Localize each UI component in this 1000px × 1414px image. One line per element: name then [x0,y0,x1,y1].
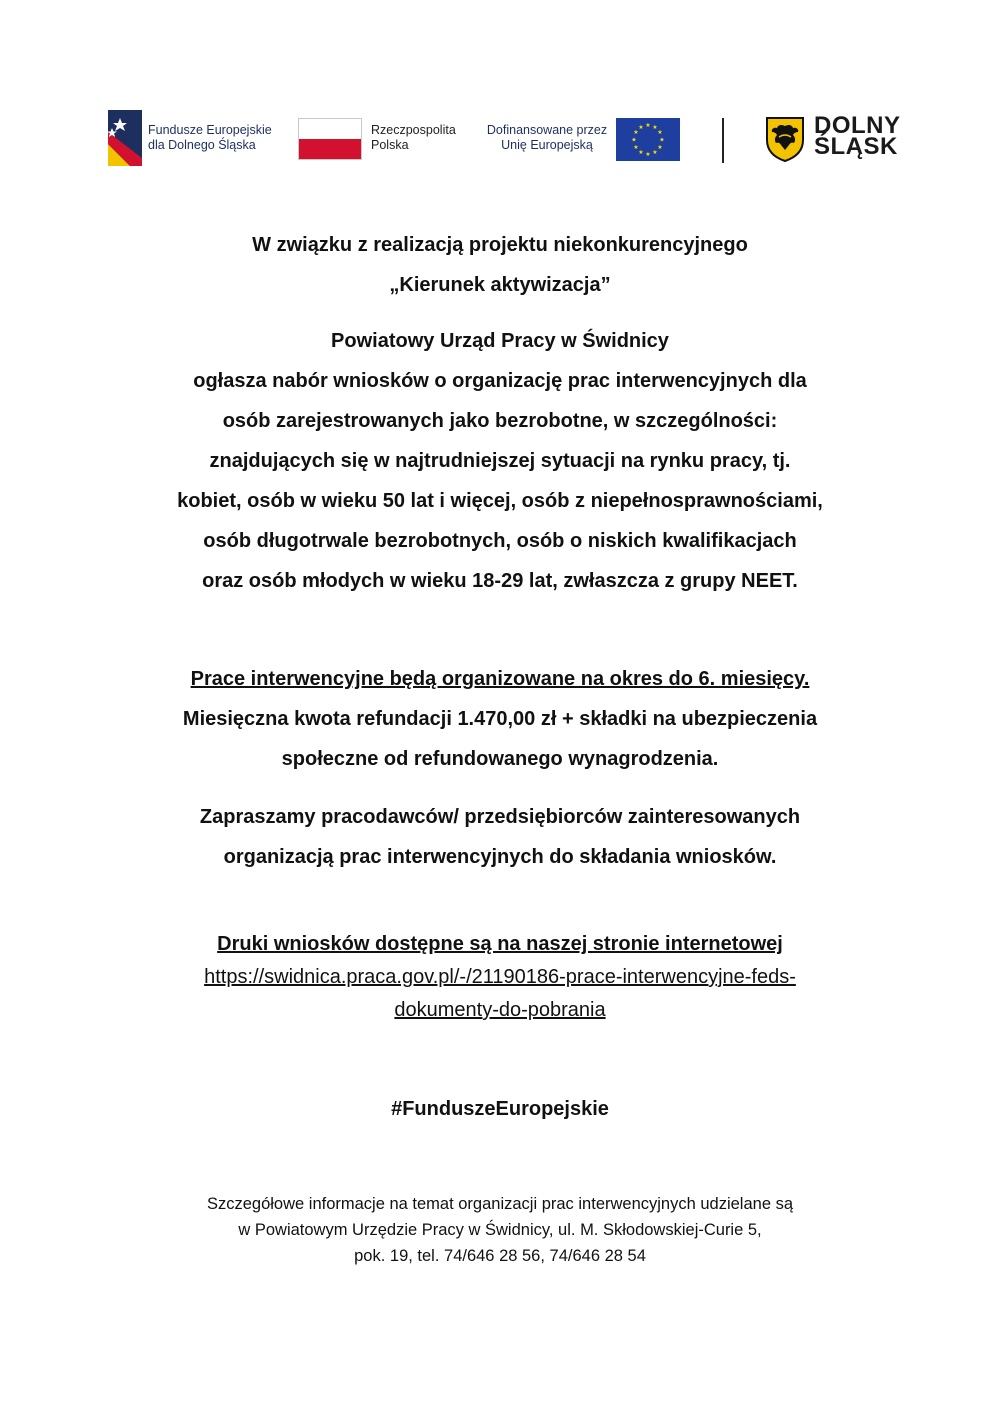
announcement-line2: ogłasza nabór wniosków o organizację prac interwencyjnych dla [193,370,807,392]
project-intro [100,225,900,305]
svg-text:★: ★ [638,124,644,131]
invite-block [100,797,900,877]
invite-line1: Zapraszamy pracodawców/ przedsiębiorców zainteresowanych [199,806,801,828]
svg-text:★: ★ [633,129,639,136]
announcement-line3: osób zarejestrowanych jako bezrobotne, w szczególności: [222,410,778,432]
hashtag: #FunduszeEuropejskie [391,1098,609,1120]
footer-line2: w Powiatowym Urzędzie Pracy w Świdnicy, ul. M. Skłodowskiej-Curie 5, [238,1221,762,1239]
project-name: „Kierunek aktywizacja” [389,274,611,296]
footer-line3: pok. 19, tel. 74/646 28 56, 74/646 28 54 [354,1247,646,1265]
logo-divider [722,118,724,163]
svg-text:★: ★ [631,136,637,144]
forms-url-link[interactable]: https://swidnica.praca.gov.pl/-/21190186-prace-interwencyjne-feds- [204,966,796,988]
terms-line3: społeczne od refundowanego wynagrodzenia. [281,748,719,770]
invite-line2: organizacją prac interwencyjnych do składania wniosków. [223,846,777,868]
terms-block [100,659,900,779]
forms-heading: Druki wniosków dostępne są na naszej stronie internetowej [217,933,783,955]
eu-flag-icon [616,118,680,161]
rp-line1: Rzeczpospolita [371,123,456,137]
svg-text:★: ★ [633,144,639,151]
rp-line2: Polska [371,138,409,152]
terms-line1: Prace interwencyjne będą organizowane na okres do 6. miesięcy. [190,668,810,690]
svg-text:★: ★ [645,122,651,129]
logo-bar [0,108,1000,170]
dolny-slask-logo [765,108,915,168]
office-name: Powiatowy Urząd Pracy w Świdnicy [331,330,669,352]
announcement-line4: znajdujących się w najtrudniejszej sytuacji na rynku pracy, tj. [209,450,791,472]
svg-text:★: ★ [645,151,651,158]
svg-text:★: ★ [657,144,663,151]
forms-block [100,927,900,1027]
svg-text:★: ★ [659,136,665,144]
fundusze-europejskie-icon [108,110,142,166]
announcement-line5: kobiet, osób w wieku 50 lat i więcej, osób z niepełnosprawnościami, [177,490,823,512]
announcement-line7: oraz osób młodych w wieku 18-29 lat, zwłaszcza z grupy NEET. [202,570,798,592]
rzeczpospolita-logo [298,108,463,168]
announcement-content [100,225,900,1269]
footer-line1: Szczegółowe informacje na temat organizacji prac interwencyjnych udzielane są [206,1195,794,1213]
dolny-line2: ŚLĄSK [814,133,898,160]
announcement-line6: osób długotrwale bezrobotnych, osób o niskich kwalifikacjach [203,530,797,552]
fundusze-europejskie-logo [108,108,298,168]
dolny-line1: DOLNY [814,112,901,139]
terms-line2: Miesięczna kwota refundacji 1.470,00 zł + składki na ubezpieczenia [182,708,818,730]
svg-text:★: ★ [652,124,658,131]
announcement-block [100,321,900,601]
eu-cofinancing-logo [483,108,683,168]
fundusze-line2: dla Dolnego Śląska [148,138,256,152]
fundusze-line1: Fundusze Europejskie [148,123,272,137]
polish-flag-icon [298,118,362,160]
svg-text:★: ★ [638,149,644,156]
footer-info [100,1191,900,1269]
forms-url-link-cont[interactable]: dokumenty-do-pobrania [394,999,606,1021]
svg-text:★: ★ [657,129,663,136]
eu-line1: Dofinansowane przez [486,123,608,137]
eu-line2: Unię Europejską [501,138,593,152]
eagle-shield-icon [765,116,805,162]
svg-text:★: ★ [652,149,658,156]
intro-line1: W związku z realizacją projektu niekonkurencyjnego [252,234,748,256]
